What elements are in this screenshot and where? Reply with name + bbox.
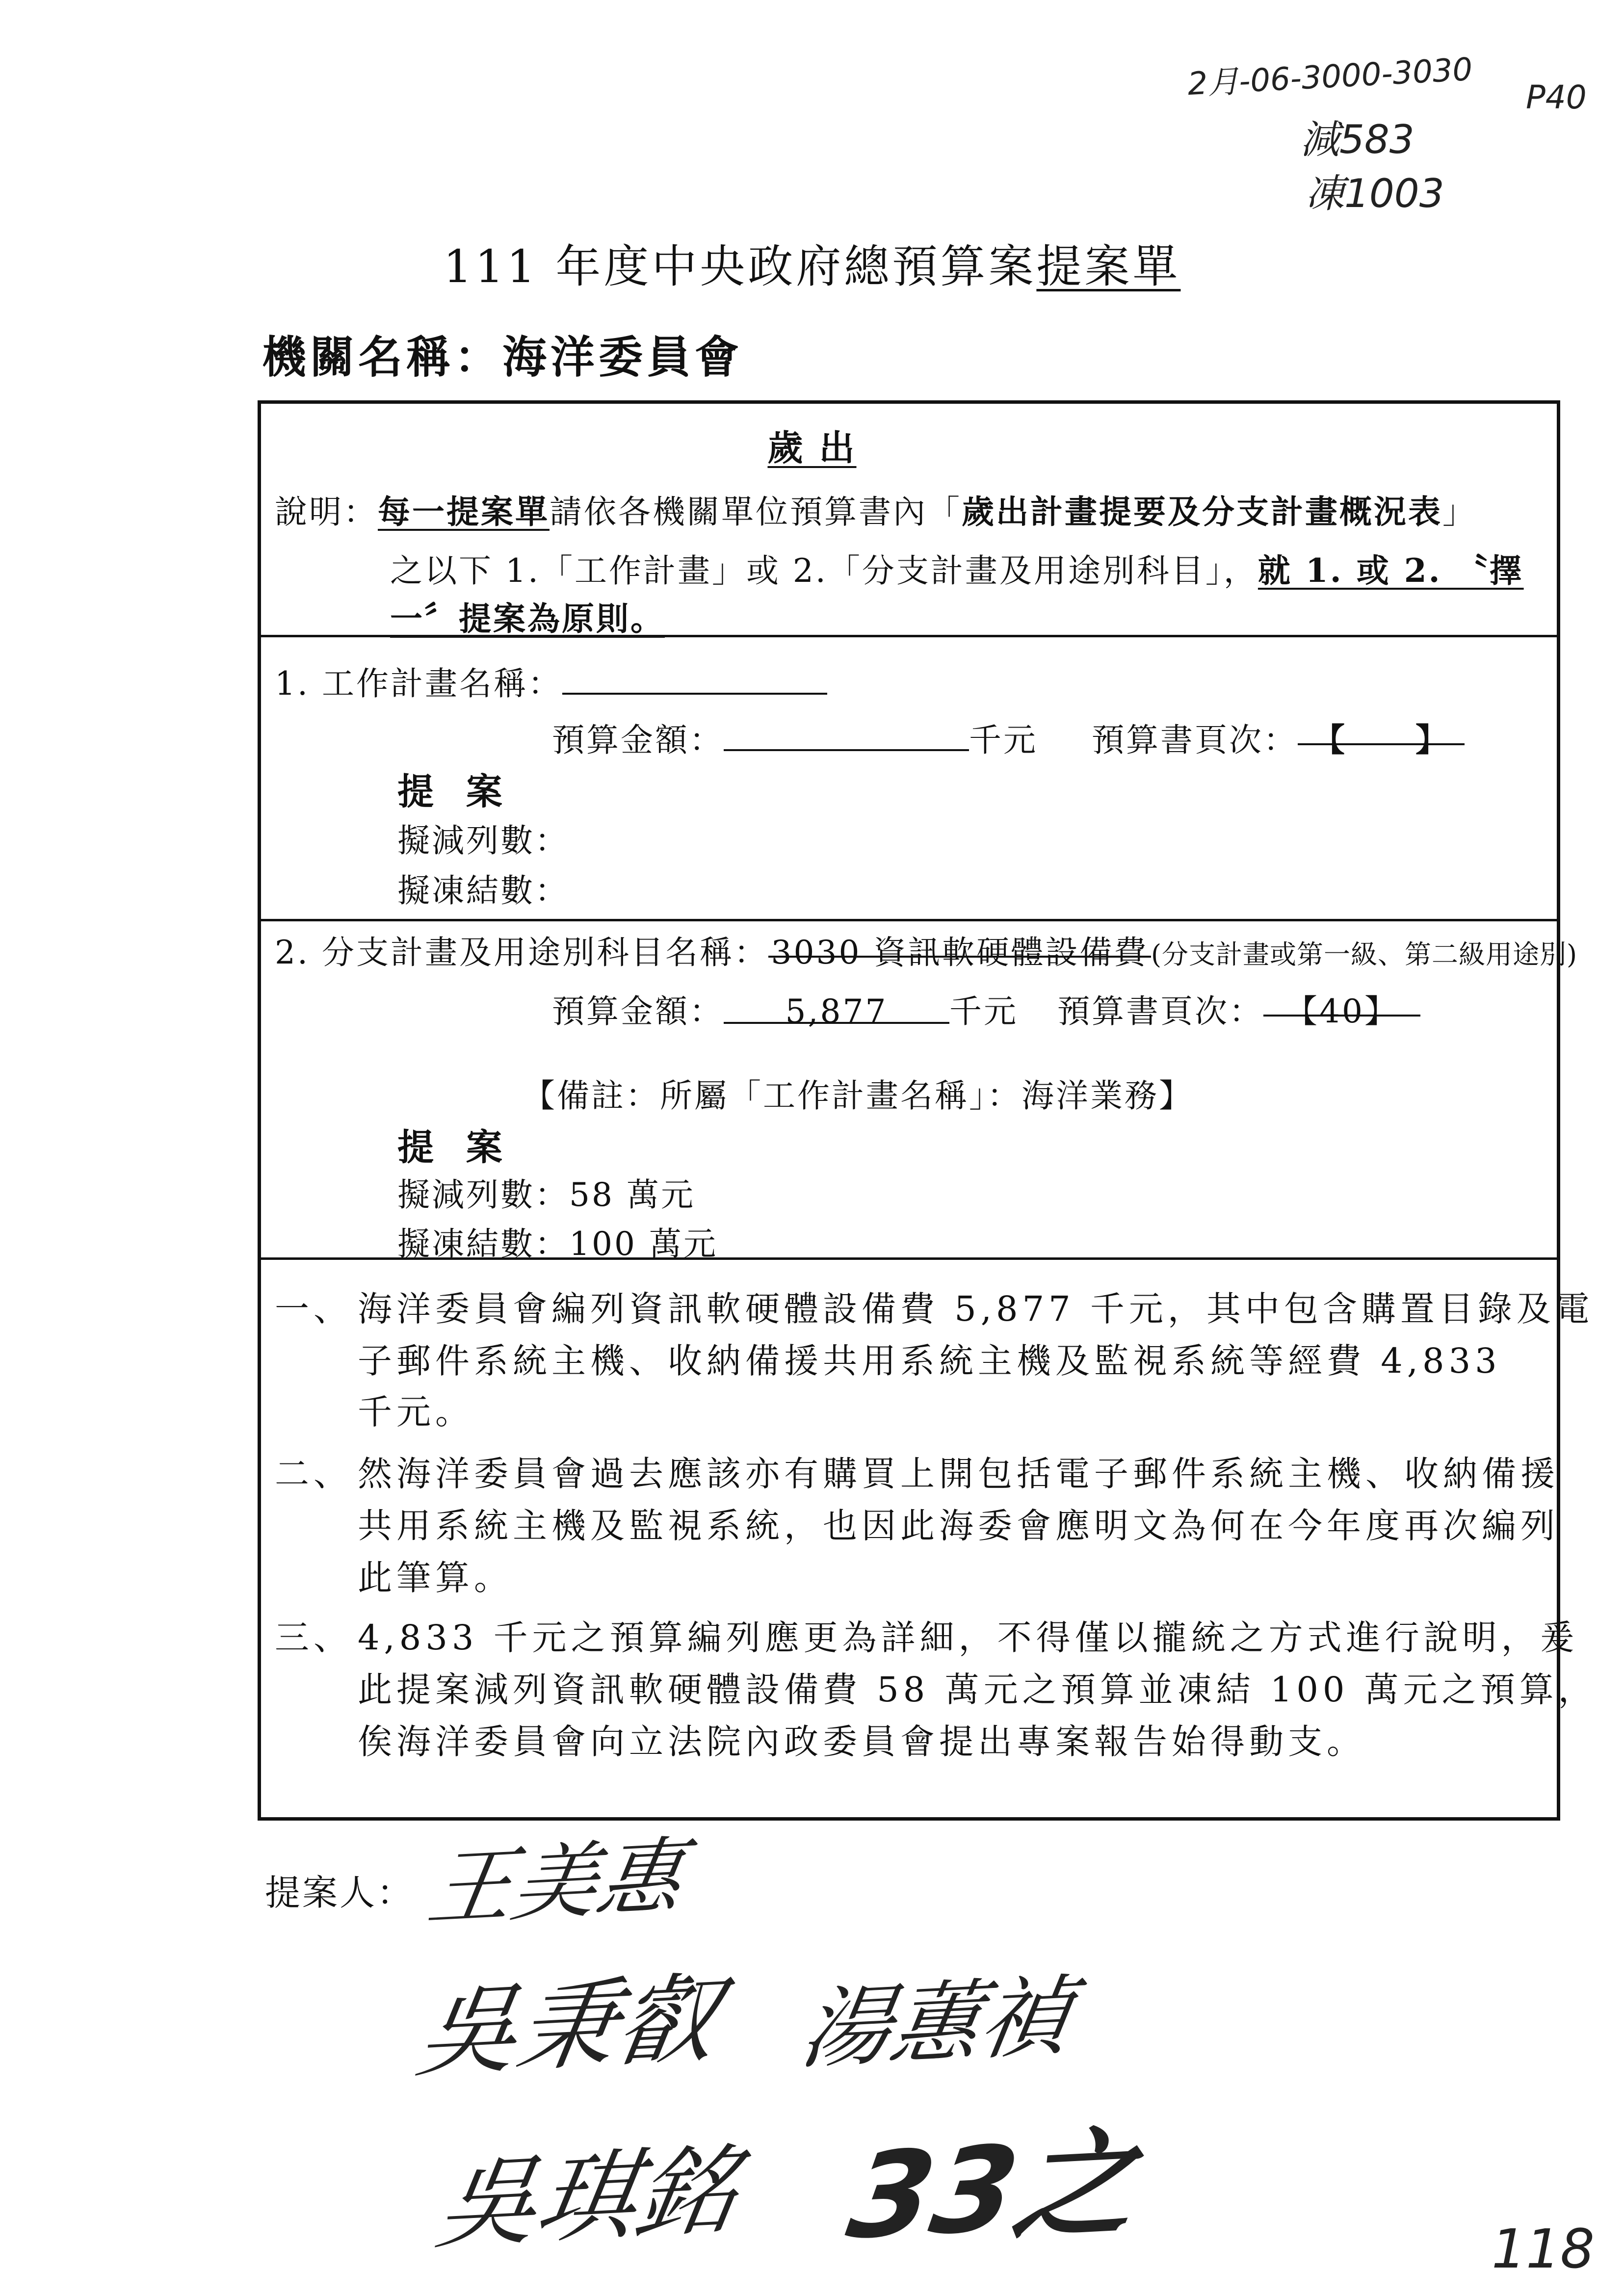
reason-3-line: 4,833 千元之預算編列應更為詳細，不得僅以攏統之方式進行說明，爰 xyxy=(358,1618,1579,1658)
signature: 吳秉叡 xyxy=(410,1961,726,2091)
reason-3-line: 俟海洋委員會向立法院內政委員會提出專案報告始得動支。 xyxy=(358,1722,1365,1762)
page-number: 118 xyxy=(1492,2218,1595,2280)
signature: 33之 xyxy=(839,2113,1146,2266)
reason-2-line: 共用系統主機及監視系統，也因此海委會應明文為何在今年度再次編列 xyxy=(358,1506,1559,1546)
work-plan-name: 1. 工作計畫名稱： xyxy=(275,657,827,704)
annotation-code: 2月-06-3000-3030 xyxy=(1186,51,1474,103)
reason-2-num: 二、 xyxy=(275,1454,352,1494)
proposal-heading: 提 案 xyxy=(397,771,512,813)
subplan-budget: 預算金額： 5,877 千元 預算書頁次： 【40】 xyxy=(552,985,1420,1032)
divider xyxy=(258,919,1560,921)
annotation-cut: 減583 xyxy=(1300,117,1414,162)
note-line-3: 一〞提案為原則。 xyxy=(390,600,665,638)
annotation-freeze: 凍1003 xyxy=(1305,171,1444,216)
reason-2-line: 然海洋委員會過去應該亦有購買上開包括電子郵件系統主機、收納備援 xyxy=(358,1454,1559,1494)
signature: 王美惠 xyxy=(421,1827,690,1938)
cut-amount: 擬減列數： xyxy=(397,822,569,860)
reason-1-num: 一、 xyxy=(275,1289,352,1329)
signature: 吳琪銘 xyxy=(429,2133,745,2263)
freeze-amount: 擬凍結數： xyxy=(397,872,569,910)
proposer-label: 提案人： xyxy=(265,1872,415,1913)
reason-3-line: 此提案減列資訊軟硬體設備費 58 萬元之預算並凍結 100 萬元之預算， xyxy=(358,1670,1597,1710)
section-heading: 歲 出 xyxy=(767,427,857,469)
cut-amount: 擬減列數：58 萬元 xyxy=(397,1176,695,1214)
reason-1-line: 海洋委員會編列資訊軟硬體設備費 5,877 千元，其中包含購置目錄及電 xyxy=(358,1289,1594,1329)
reason-1-line: 子郵件系統主機、收納備援共用系統主機及監視系統等經費 4,833 xyxy=(358,1341,1501,1381)
proposal-heading: 提 案 xyxy=(397,1126,512,1169)
subplan-name: 2. 分支計畫及用途別科目名稱：3030 資訊軟硬體設備費 (分支計畫或第一級、第二級用途別) xyxy=(275,926,1577,973)
reason-3-num: 三、 xyxy=(275,1618,352,1658)
work-plan-budget: 預算金額： 千元 預算書頁次： 【 】 xyxy=(552,714,1465,760)
freeze-amount: 擬凍結數：100 萬元 xyxy=(397,1225,718,1263)
reason-2-line: 此筆算。 xyxy=(358,1558,513,1598)
organization-name: 機關名稱：海洋委員會 xyxy=(262,331,743,383)
annotation-page-ref: P40 xyxy=(1526,78,1587,116)
note-line-2: 之以下 1.「工作計畫」或 2.「分支計畫及用途別科目」，就 1. 或 2. 〝擇 xyxy=(390,551,1524,590)
note-line-1: 說明：每一提案單請依各機關單位預算書內「歲出計畫提要及分支計畫概況表」 xyxy=(275,493,1477,531)
page-title: 111 年度中央政府總預算案提案單 xyxy=(443,240,1181,293)
remark: 【備註：所屬「工作計畫名稱」：海洋業務】 xyxy=(523,1077,1193,1115)
signature: 湯蕙禎 xyxy=(794,1965,1078,2082)
reason-1-line: 千元。 xyxy=(358,1392,474,1432)
